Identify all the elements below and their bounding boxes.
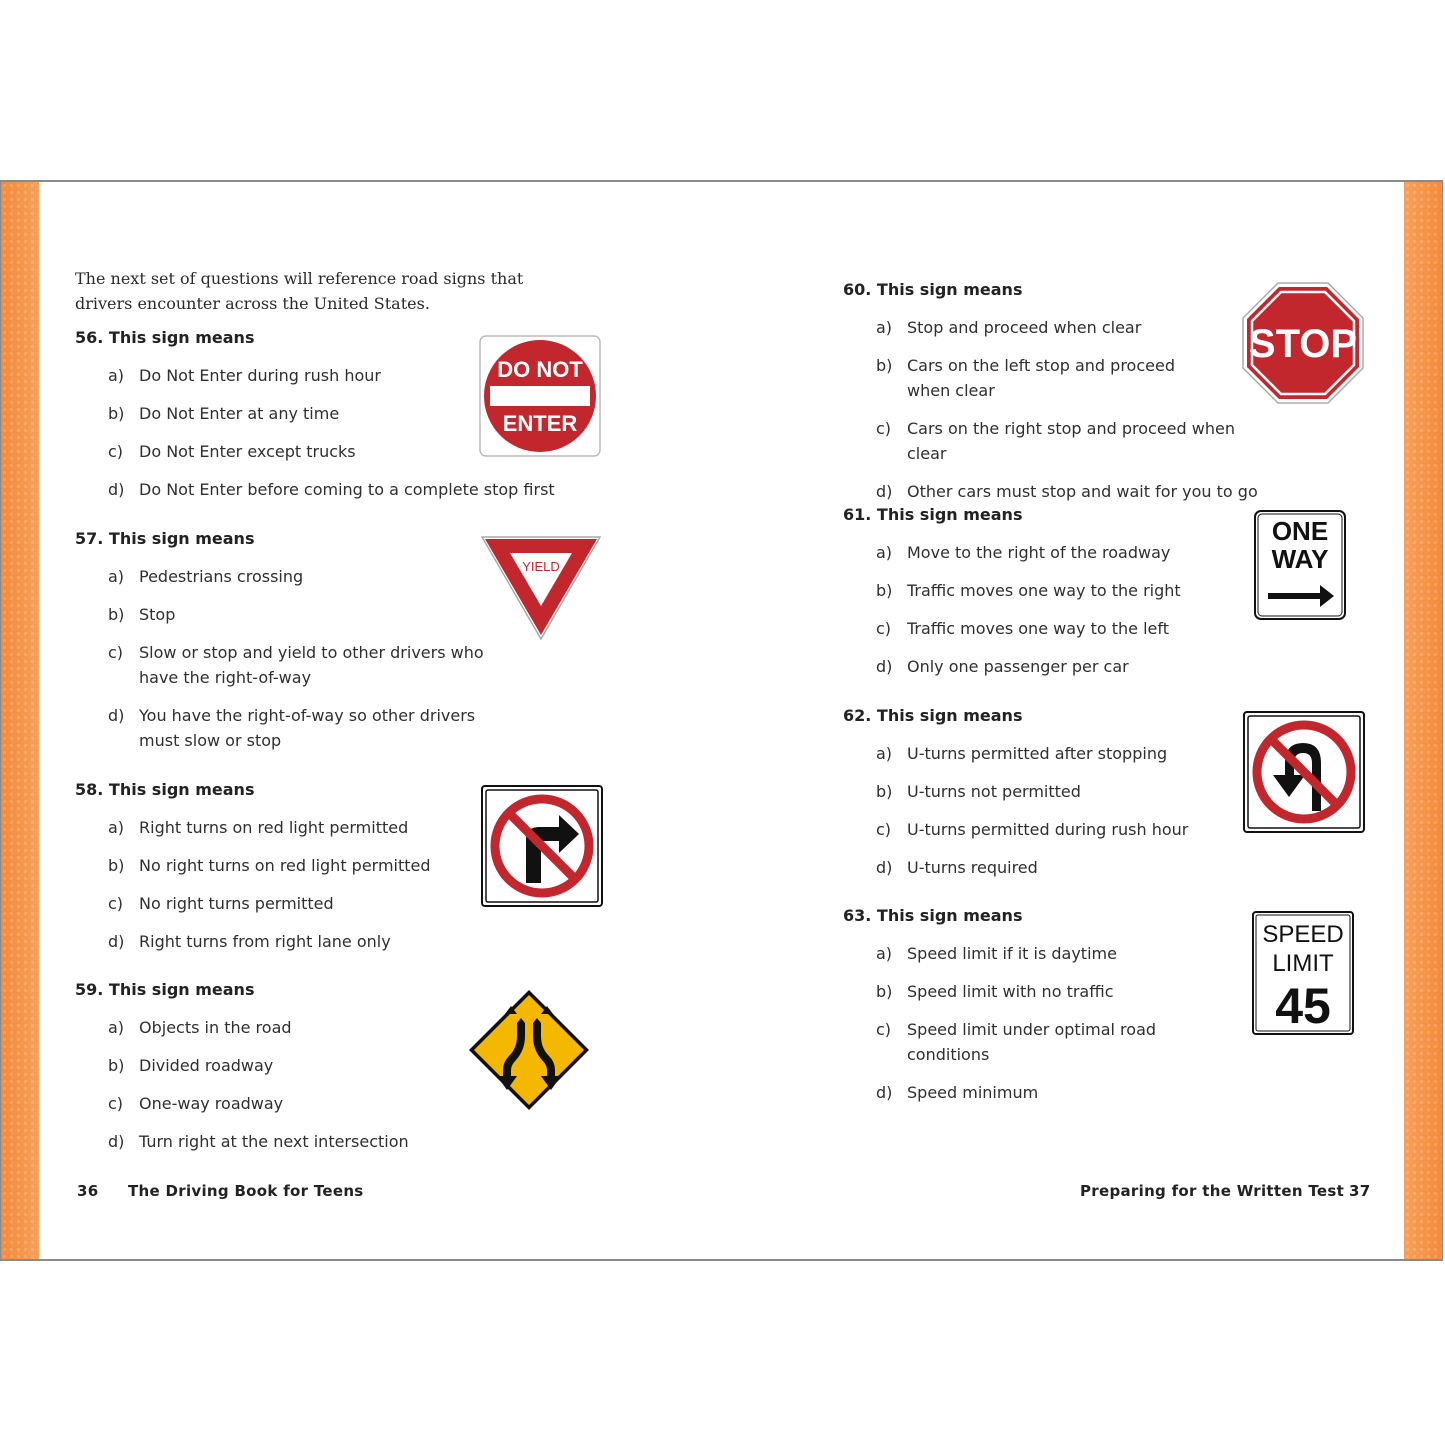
question-title: 62. This sign means [843, 706, 1023, 725]
option-b: b) Cars on the left stop and proceed when clear [876, 356, 1175, 400]
option-b: b) Traffic moves one way to the right [876, 581, 1181, 600]
question-62 [843, 704, 1243, 893]
page-number-left: 36 [77, 1182, 99, 1200]
option-c: c) Do Not Enter except trucks [108, 442, 356, 461]
option-b: b) Stop [108, 605, 176, 624]
question-60 [843, 278, 1273, 517]
option-d: d) Only one passenger per car [876, 657, 1129, 676]
right-page-edge [1404, 182, 1442, 1259]
sign-text-line2: LIMIT [1272, 950, 1334, 977]
question-title: 61. This sign means [843, 505, 1023, 524]
question-59 [75, 978, 475, 1167]
option-a: a) Objects in the road [108, 1018, 292, 1037]
no-u-turn-sign [1243, 711, 1365, 833]
intro-text: The next set of questions will reference road signs that drivers encounter across the United States. [75, 269, 524, 313]
question-61 [843, 503, 1243, 692]
book-title-footer: The Driving Book for Teens [128, 1182, 364, 1200]
question-title: 57. This sign means [75, 529, 255, 548]
option-b: b) Do Not Enter at any time [108, 404, 340, 423]
sign-text-line1: SPEED [1262, 921, 1344, 948]
yield-sign [479, 534, 603, 642]
question-58 [75, 778, 475, 967]
option-a: a) Speed limit if it is daytime [876, 944, 1117, 963]
left-page [75, 182, 635, 1259]
option-a: a) Stop and proceed when clear [876, 318, 1142, 337]
question-title: 59. This sign means [75, 980, 255, 999]
sign-text: YIELD [522, 559, 560, 574]
sign-text-line1: DO NOT [497, 357, 583, 382]
option-c: c) Slow or stop and yield to other drivers who have the right-of-way [108, 643, 484, 687]
option-c: c) Speed limit under optimal road conditions [876, 1020, 1157, 1064]
option-a: a) Right turns on red light permitted [108, 818, 409, 837]
stop-sign [1241, 281, 1365, 405]
right-page [843, 182, 1373, 1259]
option-d: d) U-turns required [876, 858, 1038, 877]
left-page-edge [1, 182, 39, 1259]
page-number-right: 37 [1349, 1182, 1371, 1200]
option-c: c) Cars on the right stop and proceed when clear [876, 419, 1235, 463]
sign-text: STOP [1248, 322, 1358, 366]
question-title: 63. This sign means [843, 906, 1023, 925]
sign-speed-value: 45 [1275, 978, 1331, 1034]
option-a: a) Do Not Enter during rush hour [108, 366, 381, 385]
option-a: a) Pedestrians crossing [108, 567, 304, 586]
one-way-sign [1254, 510, 1346, 620]
section-title-footer: Preparing for the Written Test [1080, 1182, 1345, 1200]
sign-text-line1: ONE [1271, 516, 1329, 546]
option-d: d) Turn right at the next intersection [108, 1132, 409, 1151]
divided-roadway-sign [467, 988, 591, 1112]
option-b: b) U-turns not permitted [876, 782, 1081, 801]
book-spread [0, 180, 1443, 1261]
question-57 [75, 527, 515, 766]
option-d: d) Do Not Enter before coming to a complete stop first [108, 480, 555, 499]
question-63 [843, 904, 1243, 1118]
option-d: d) You have the right-of-way so other drivers must slow or stop [108, 706, 476, 750]
option-b: b) Speed limit with no traffic [876, 982, 1114, 1001]
sign-text-line2: ENTER [502, 411, 578, 436]
question-title: 56. This sign means [75, 328, 255, 347]
option-d: d) Other cars must stop and wait for you to go [876, 482, 1258, 501]
do-not-enter-sign [479, 335, 601, 457]
option-c: c) No right turns permitted [108, 894, 334, 913]
question-title: 58. This sign means [75, 780, 255, 799]
option-c: c) One-way roadway [108, 1094, 284, 1113]
no-right-turn-sign [481, 785, 603, 907]
option-c: c) U-turns permitted during rush hour [876, 820, 1189, 839]
option-b: b) Divided roadway [108, 1056, 274, 1075]
speed-limit-sign [1252, 911, 1354, 1035]
option-d: d) Right turns from right lane only [108, 932, 391, 951]
option-a: a) U-turns permitted after stopping [876, 744, 1168, 763]
option-a: a) Move to the right of the roadway [876, 543, 1171, 562]
option-b: b) No right turns on red light permitted [108, 856, 431, 875]
question-title: 60. This sign means [843, 280, 1023, 299]
option-c: c) Traffic moves one way to the left [876, 619, 1169, 638]
option-d: d) Speed minimum [876, 1083, 1039, 1102]
sign-text-line2: WAY [1271, 544, 1329, 574]
